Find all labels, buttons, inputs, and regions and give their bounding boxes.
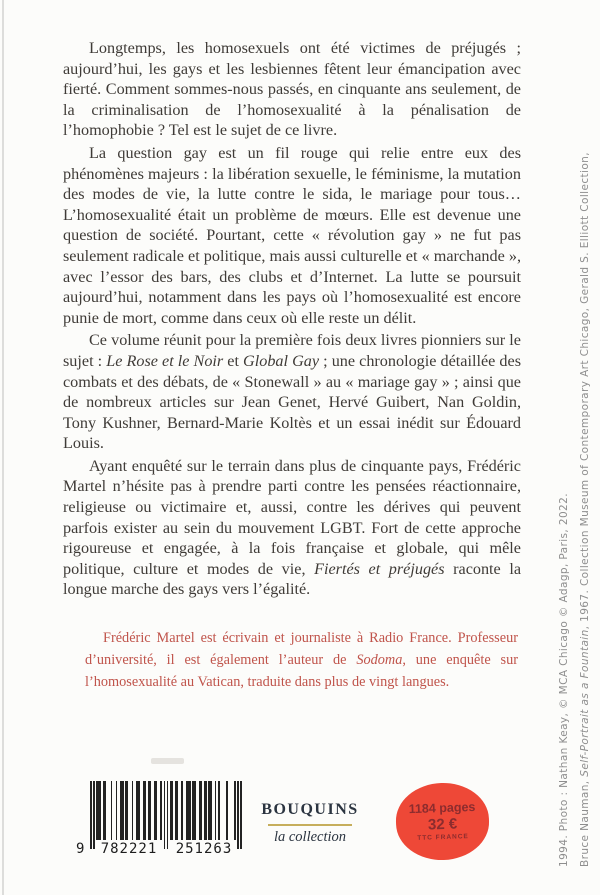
sticker-tax-note: TTC FRANCE xyxy=(417,833,469,842)
italic-text: Fiertés et préjugés xyxy=(314,559,445,578)
publisher-tagline: la collection xyxy=(273,829,347,845)
publisher-name: BOUQUINS xyxy=(261,801,359,818)
text-run: Ce volume réunit pour la première fois deux livres pionniers sur le sujet : xyxy=(63,331,521,370)
barcode-bar xyxy=(226,781,228,840)
barcode-bar xyxy=(208,781,211,840)
italic-text: Le Rose et le Noir xyxy=(106,351,224,370)
sticker-page-count: 1184 pages xyxy=(408,799,476,817)
scan-edge-line xyxy=(2,0,4,895)
barcode-bar xyxy=(160,781,162,840)
barcode-bar xyxy=(234,781,236,840)
barcode-bar xyxy=(154,781,157,840)
barcode-bar xyxy=(103,781,106,840)
barcode-bar xyxy=(237,781,239,849)
barcode-bar xyxy=(192,781,195,840)
text-run: et xyxy=(223,351,244,370)
barcode-bar xyxy=(136,781,139,840)
barcode-digit-group2: 251263 xyxy=(172,841,236,857)
barcode-bar xyxy=(199,781,202,840)
text-run: La question gay est un fil rouge qui relie entre eux des phénomènes majeurs : la libération sexuelle, le féminisme, la mutation des modes de vie, la lutte contre le sida, le mariage pour tous… L’homosexualité était un problème de mœurs. Elle est devenue une question de société. Pourtant, cette « révolution gay » ne fut pas seulement radicale et politique, mais aussi culturelle et « marchande », avec l’essor des bars, des clubs et d’Internet. La lutte se poursuit aujourd’hui, notamment dans les pays où l’homosexualité est encore punie de mort, comme dans ceux où elle reste un délit. xyxy=(63,143,521,327)
blurb-paragraph xyxy=(63,330,521,454)
publisher-gold-rule xyxy=(268,824,352,826)
author-note xyxy=(85,627,518,693)
barcode-bar xyxy=(204,781,207,840)
text-run: , 1967. Collection Museum of Contemporary Art Chicago, Gerald S. Elliott Collection, xyxy=(579,152,591,630)
text-run: raconte la longue marche des gays vers l’égalité. xyxy=(63,559,522,599)
barcode-bar xyxy=(125,781,128,840)
barcode-bar xyxy=(175,781,178,840)
sticker-price: 32 € xyxy=(427,815,458,834)
barcode-bar xyxy=(170,781,173,840)
text-run: Longtemps, les homosexuels ont été victimes de préjugés ; aujourd’hui, les gays et les lesbiennes fêtent leur émancipation avec fierté. Comment sommes-nous passés, en cinquante ans seulement, de la criminalisation de l’homosexualité à la pénalisation de l’homophobie ? Tel est le sujet de ce livre. xyxy=(63,39,521,140)
scan-artifact xyxy=(151,758,184,764)
barcode xyxy=(76,781,246,865)
barcode-bar xyxy=(167,781,169,849)
barcode-bar xyxy=(111,781,113,840)
italic-text: Global Gay xyxy=(243,351,320,370)
blurb-paragraph xyxy=(63,456,521,600)
italic-text: Self-Portrait as a Fountain xyxy=(579,629,591,777)
barcode-bar xyxy=(240,781,242,849)
text-run: Ayant enquêté sur le terrain dans plus de cinquante pays, Frédéric Martel n’hésite pas à prendre parti contre les pensées réactionnaire, religieuse ou victimaire et, aussi, contre les dérives qui peuvent parfois exister au sein du mouvement LGBT. Fort de cette approche rigoureuse et engagée, à la fois française et globale, qui mêle politique, culture et modes de vie, xyxy=(63,456,521,578)
blurb-paragraph xyxy=(63,143,521,328)
text-run: ; une chronologie détaillée des combats et des débats, de « Stonewall » au « mariage gay » ; ainsi que de nombreux articles sur Jean Genet, Hervé Guibert, Nan Goldin, Tony Kushner, Bernard-Marie Koltès et un essai inédit sur Édouard Louis. xyxy=(63,351,522,453)
barcode-bar xyxy=(181,781,183,840)
text-run: Bruce Nauman, xyxy=(579,776,591,867)
barcode-bar xyxy=(186,781,191,840)
price-sticker xyxy=(395,781,491,861)
text-run: , une enquête sur l’homosexualité au Vatican, traduite dans plus de vingt langues. xyxy=(85,652,518,690)
photo-credit-line-2 xyxy=(558,493,570,867)
barcode-bar xyxy=(164,781,166,849)
barcode-digit-group1: 782221 xyxy=(97,841,161,857)
barcode-bar xyxy=(132,781,134,840)
barcode-bar xyxy=(215,781,217,840)
barcode-bar xyxy=(120,781,123,840)
barcode-bar xyxy=(148,781,151,840)
barcode-bar xyxy=(143,781,146,840)
barcode-digit-lead: 9 xyxy=(76,841,86,857)
italic-text: Sodoma xyxy=(356,652,403,668)
photo-credit-line-1 xyxy=(579,152,591,867)
text-run: Frédéric Martel est écrivain et journaliste à Radio France. Professeur d’université, il est également l’auteur de xyxy=(85,630,518,668)
barcode-bar xyxy=(93,781,95,849)
text-run: 1994. Photo : Nathan Keay, © MCA Chicago © Adagp, Paris, 2022. xyxy=(558,493,570,867)
barcode-bar xyxy=(218,781,220,840)
blurb-paragraph xyxy=(63,38,521,141)
back-cover-blurb xyxy=(63,38,521,602)
barcode-bar xyxy=(96,781,101,840)
publisher-logo xyxy=(250,801,370,846)
barcode-bar xyxy=(116,781,118,840)
barcode-bar xyxy=(90,781,92,849)
